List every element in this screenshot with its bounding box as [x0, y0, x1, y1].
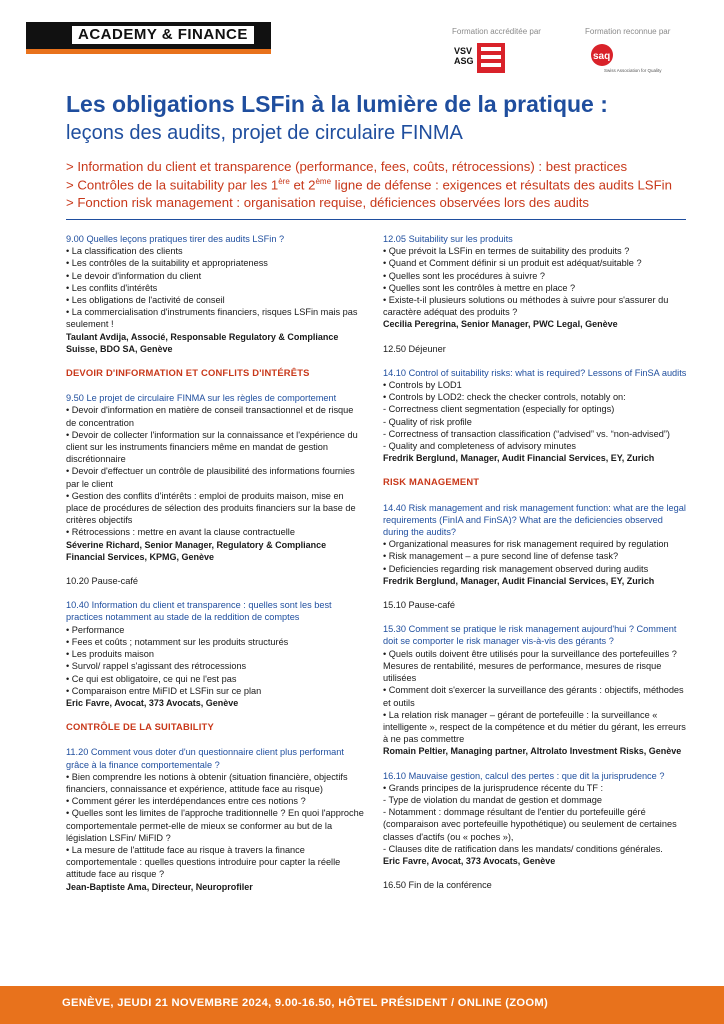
program-item	[66, 599, 366, 709]
session-heading: 14.10 Control of suitability risks: what is required? Lessons of FinSA audits	[383, 367, 687, 378]
bullet: • Fees et coûts ; notamment sur les produits structurés	[66, 636, 289, 647]
break-slot: 12.50 Déjeuner	[383, 343, 446, 354]
program-item	[383, 623, 688, 757]
bullet: - Quality and completeness of advisory minutes	[383, 441, 577, 452]
brand-logo: ACADEMY & FINANCE	[70, 24, 256, 46]
section-heading: CONTRÔLE DE LA SUITABILITY	[66, 721, 214, 733]
bullet: • Quels outils doivent être utilisés pour la surveillance des portefeuilles ? Mesures de rentabilité, mesures de performance, mesures de risque utilisées	[383, 648, 677, 684]
speaker: Séverine Richard, Senior Manager, Regulatory & Compliance Financial Services, KPMG, Genève	[66, 539, 327, 562]
bullet: • Quelles sont les procédures à suivre ?	[383, 270, 546, 281]
bullet: • Risk management – a pure second line of defense task?	[383, 551, 619, 562]
session-heading: 12.05 Suitability sur les produits	[383, 234, 513, 244]
bullet: - Type de violation du mandat de gestion et dommage	[383, 794, 602, 805]
bullet: • La relation risk manager – gérant de portefeuille : la surveillance « intelligente », respect de la compétence et du métier du gérant, les erreurs à ne pas commettre	[383, 709, 686, 745]
bullet: • Existe-t-il plusieurs solutions ou méthodes à suivre pour s'assurer du caractère adéquat des produits ?	[383, 295, 669, 318]
bullet: - Quality of risk profile	[383, 416, 472, 427]
vsv-asg-logo-text: VSV ASG	[454, 46, 474, 66]
bullet: - Correctness of transaction classification (“advised” vs. “non-advised”)	[383, 428, 670, 439]
session-heading: 9.50 Le projet de circulaire FINMA sur les règles de comportement	[66, 393, 337, 404]
bullet: • La mesure de l'attitude face au risque à travers la finance comportementale : quelles questions introduire pour capter la réelle attitude face au risque ?	[66, 844, 341, 880]
program-item	[66, 746, 366, 892]
bullet: • Bien comprendre les notions à obtenir (situation financière, objectifs financiers, connaissance et expérience, attitude face au risque)	[66, 771, 348, 794]
bullet: • Survol/ rappel s'agissant des rétrocessions	[66, 661, 247, 672]
bullet: • Les produits maison	[66, 649, 154, 660]
bullet: • Comment gérer les interdépendances entre ces notions ?	[66, 796, 306, 807]
program-item	[66, 233, 366, 355]
bullet: • Ce qui est obligatoire, ce qui ne l'est pas	[66, 673, 237, 684]
bullet: • Comment doit s'exercer la surveillance des gérants : objectifs, méthodes et outils	[383, 685, 684, 708]
bullet: • Rétrocessions : mettre en avant la clause contractuelle	[66, 527, 295, 538]
bullet: • Gestion des conflits d'intérêts : emploi de produits maison, mise en place de procédures de sélection des produits financiers sur la base de critères objectifs	[66, 490, 356, 526]
bullet: • Quand et Comment définir si un produit est adéquat/suitable ?	[383, 258, 642, 269]
program-left-column	[66, 233, 366, 905]
program-item	[383, 770, 688, 868]
section-heading: DEVOIR D'INFORMATION ET CONFLITS D'INTÉRÊTS	[66, 367, 310, 379]
saq-logo-text: saq	[593, 51, 611, 62]
page-title: Les obligations LSFin à la lumière de la pratique :	[66, 91, 608, 117]
session-heading: 9.00 Quelles leçons pratiques tirer des audits LSFin ?	[66, 234, 285, 244]
bullet: • Devoir d'effectuer un contrôle de plausibilité des informations fournies par le client	[66, 466, 355, 489]
bullet: • Le devoir d'information du client	[66, 270, 202, 281]
bullet: • Deficiencies regarding risk management observed during audits	[383, 563, 649, 574]
end-slot: 16.50 Fin de la conférence	[383, 880, 492, 891]
bullet: • La commercialisation d'instruments financiers, risques LSFin mais pas seulement !	[66, 307, 358, 330]
bullet: • Organizational measures for risk management required by regulation	[383, 539, 669, 550]
bullet: - Correctness client segmentation (especially for optings)	[383, 404, 615, 415]
footer-band	[0, 986, 724, 1024]
bullet: - Notamment : dommage résultant de l'entier du portefeuille géré (comparaison avec portefeuille hypothétique) ou seulement de certaines classes d'actifs (ou « poches »),	[383, 807, 677, 842]
event-details: GENÈVE, JEUDI 21 NOVEMBRE 2024, 9.00-16.50, HÔTEL PRÉSIDENT / ONLINE (ZOOM)	[62, 997, 549, 1009]
session-heading: 11.20 Comment vous doter d'un questionnaire client plus performant grâce à la finance comportementale ?	[66, 747, 344, 770]
speaker: Fredrik Berglund, Manager, Audit Financial Services, EY, Zurich	[383, 453, 655, 464]
bullet: • Devoir de collecter l'information sur la connaissance et l'expérience du client sur les instruments financiers même en mandat de gestion discrétionnaire	[66, 429, 358, 465]
speaker: Taulant Avdija, Associé, Responsable Regulatory & Compliance Suisse, BDO SA, Genève	[66, 331, 339, 354]
accredited-label: Formation accréditée par	[452, 27, 541, 36]
bullet: • Les conflits d'intérêts	[66, 282, 158, 293]
speaker: Fredrik Berglund, Manager, Audit Financial Services, EY, Zurich	[383, 575, 655, 586]
bullet: • Quelles sont les contrôles à mettre en place ?	[383, 282, 576, 293]
program-item	[383, 233, 688, 331]
recognized-label: Formation reconnue par	[585, 27, 671, 36]
break-slot: 10.20 Pause-café	[66, 576, 139, 587]
program-item	[66, 392, 366, 563]
session-heading: 15.30 Comment se pratique le risk management aujourd'hui ? Comment doit se comporter le risk manager vis-à-vis des gérants ?	[383, 624, 677, 647]
bullet: • Controls by LOD2: check the checker controls, notably on:	[383, 392, 626, 403]
topic-line-1: > Information du client et transparence (performance, fees, coûts, rétrocessions) : best practices	[66, 159, 628, 174]
speaker: Eric Favre, Avocat, 373 Avocats, Genève	[383, 855, 556, 866]
bullet: • Les contrôles de la suitability et appropriateness	[66, 258, 268, 269]
section-heading: RISK MANAGEMENT	[383, 476, 480, 488]
topic-line-2: > Contrôles de la suitability par les 1ère et 2ème ligne de défense : exigences et résultats des audits LSFin	[66, 177, 672, 193]
bullet: • Grands principes de la jurisprudence récente du TF :	[383, 782, 604, 793]
page-subtitle: leçons des audits, projet de circulaire FINMA	[66, 122, 463, 144]
bullet: • Les obligations de l'activité de conseil	[66, 295, 225, 306]
bullet: • Controls by LOD1	[383, 380, 462, 391]
session-heading: 14.40 Risk management and risk management function: what are the legal requirements (FinIA and FinSA)? What are the deficiencies observed during the audits?	[383, 502, 686, 538]
title-divider	[66, 219, 686, 220]
speaker: Jean-Baptiste Ama, Directeur, Neuroprofiler	[66, 881, 253, 892]
program-item	[383, 367, 688, 465]
bullet: • La classification des clients	[66, 246, 183, 257]
bullet: • Comparaison entre MiFID et LSFin sur ce plan	[66, 685, 262, 696]
program-right-column	[383, 233, 688, 903]
bullet: • Quelles sont les limites de l'approche traditionnelle ? En quoi l'approche comportementale permet-elle de mieux se conformer au but de la législation LSFin/ MiFID ?	[66, 808, 364, 843]
bullet: • Performance	[66, 624, 125, 635]
bullet: • Devoir d'information en matière de conseil transactionnel et de risque de concentration	[66, 405, 354, 428]
page-header	[0, 0, 724, 90]
speaker: Romain Peltier, Managing partner, Altrolato Investment Risks, Genève	[383, 746, 682, 757]
speaker: Cecilia Peregrina, Senior Manager, PWC Legal, Genève	[383, 319, 618, 330]
session-heading: 16.10 Mauvaise gestion, calcul des pertes : que dit la jurisprudence ?	[383, 770, 665, 781]
program-item	[383, 502, 688, 587]
break-slot: 15.10 Pause-café	[383, 600, 456, 611]
saq-subtitle: Swiss Association for Quality	[604, 68, 662, 73]
speaker: Eric Favre, Avocat, 373 Avocats, Genève	[66, 697, 239, 708]
session-heading: 10.40 Information du client et transparence : quelles sont les best practices notamment au stade de la reddition de comptes	[66, 600, 332, 623]
topic-line-3: > Fonction risk management : organisation requise, déficiences observées lors des audits	[66, 195, 590, 210]
bullet: - Clauses dite de ratification dans les mandats/ conditions générales.	[383, 843, 663, 854]
bullet: • Que prévoit la LSFin en termes de suitability des produits ?	[383, 246, 630, 257]
